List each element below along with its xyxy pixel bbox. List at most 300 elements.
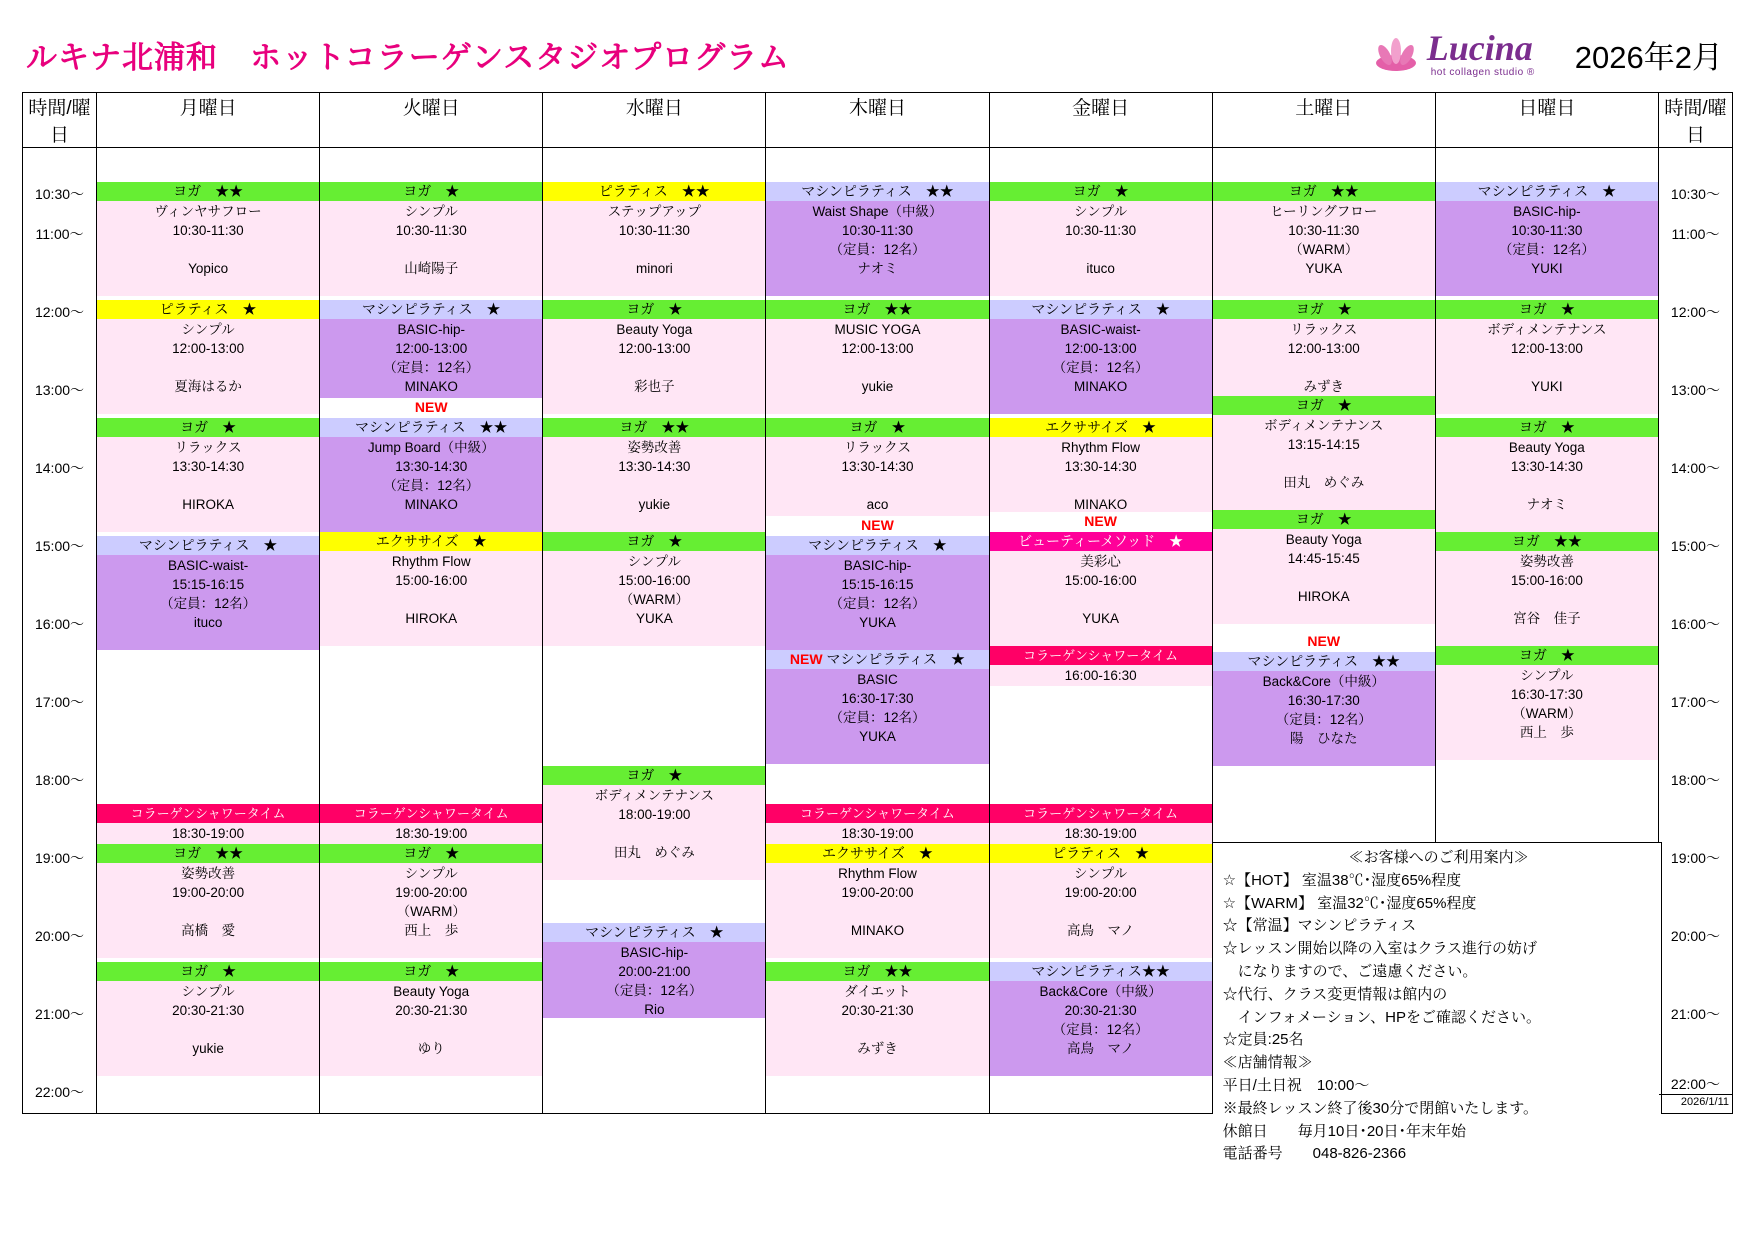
- lotus-icon: [1373, 33, 1419, 75]
- lesson-capacity: （定員：12名）: [1498, 242, 1595, 257]
- lesson-instructor: ituco: [193, 615, 223, 630]
- lesson-instructor: HIROKA: [405, 611, 458, 626]
- day-column-thu: [766, 148, 989, 1114]
- page-title: ルキナ北浦和 ホットコラーゲンスタジオプログラム: [26, 39, 790, 75]
- time-label: 14:00～: [34, 460, 85, 476]
- lesson-instructor: みずき: [1303, 379, 1344, 394]
- lesson-name: Waist Shape（中級）: [812, 204, 943, 219]
- lesson-capacity: （定員：12名）: [606, 983, 703, 998]
- lesson-band: マシンピラティス ★: [766, 536, 988, 555]
- lesson-block[interactable]: [990, 962, 1212, 1076]
- lesson-time: 10:30-11:30: [1288, 223, 1360, 238]
- lesson-band: ヨガ ★: [1436, 300, 1658, 319]
- lesson-time: 19:00-20:00: [395, 885, 468, 900]
- new-badge: NEW: [1084, 513, 1117, 529]
- lesson-block[interactable]: [543, 182, 765, 296]
- lesson-name: 姿勢改善: [181, 866, 236, 881]
- lesson-time: 15:00-16:00: [1064, 573, 1137, 588]
- lesson-capacity: （定員：12名）: [383, 360, 480, 375]
- time-label: 11:00～: [1671, 226, 1720, 242]
- notes-line: インフォメーション、HPをご確認ください。: [1222, 1008, 1541, 1026]
- new-label: [320, 398, 542, 418]
- lesson-block[interactable]: [320, 532, 542, 646]
- lesson-instructor: ゆり: [417, 1041, 445, 1056]
- lesson-name: ボディメンテナンス: [594, 788, 715, 803]
- lesson-block[interactable]: [1213, 396, 1435, 510]
- time-label: 19:00～: [1670, 850, 1720, 866]
- lesson-name: Beauty Yoga: [1285, 532, 1362, 547]
- lesson-name: Rhythm Flow: [838, 866, 917, 881]
- time-label: 22:00～: [34, 1084, 85, 1100]
- lesson-instructor: MINAKO: [404, 497, 458, 512]
- lesson-block[interactable]: [1436, 646, 1658, 760]
- lesson-time: 16:30-17:30: [1287, 693, 1360, 708]
- lesson-band: ヨガ ★: [320, 844, 542, 863]
- lesson-note: （WARM）: [1512, 706, 1582, 721]
- lesson-instructor: YUKA: [859, 729, 896, 744]
- lesson-name: シンプル: [181, 984, 235, 999]
- day-header-sun: 日曜日: [1435, 93, 1658, 148]
- lesson-block[interactable]: [990, 300, 1212, 414]
- lesson-block[interactable]: [97, 536, 319, 650]
- lesson-band: ヨガ ★★: [543, 418, 765, 437]
- shower-block[interactable]: [990, 804, 1212, 844]
- lesson-time: 15:15-16:15: [172, 577, 245, 592]
- lesson-band: ピラティス ★: [97, 300, 319, 319]
- lesson-name: ヒーリングフロー: [1270, 204, 1378, 219]
- lesson-block[interactable]: [766, 418, 988, 532]
- lesson-name: ダイエット: [844, 984, 911, 999]
- new-label: [766, 516, 988, 536]
- shower-time: 18:30-19:00: [395, 826, 468, 841]
- lesson-band: マシンピラティス ★★: [320, 418, 542, 437]
- lesson-instructor: 田丸 めぐみ: [613, 845, 695, 860]
- brand-logo: [1373, 30, 1535, 78]
- lesson-band: ヨガ ★★: [766, 300, 988, 319]
- lesson-instructor: 陽 ひなた: [1289, 731, 1358, 746]
- lesson-capacity: （定員：12名）: [383, 478, 480, 493]
- notes-line: になりますので、ご遠慮ください。: [1222, 962, 1478, 980]
- shower-block[interactable]: [990, 646, 1212, 686]
- lesson-name: BASIC-waist-: [167, 558, 249, 573]
- lesson-band: ヨガ ★: [320, 962, 542, 981]
- lesson-band: エクササイズ ★: [320, 532, 542, 551]
- lesson-band: ピラティス ★★: [543, 182, 765, 201]
- lesson-instructor: Rio: [644, 1002, 665, 1017]
- lesson-time: 13:30-14:30: [395, 459, 468, 474]
- day-header-fri: 金曜日: [989, 93, 1212, 148]
- day-header-sat: 土曜日: [1212, 93, 1435, 148]
- brand-name: Lucina: [1426, 28, 1533, 68]
- lesson-time: 10:30-11:30: [841, 223, 913, 238]
- lesson-band: ヨガ ★: [97, 418, 319, 437]
- lesson-block[interactable]: [320, 300, 542, 414]
- lesson-block[interactable]: [766, 300, 988, 414]
- lesson-time: 10:30-11:30: [1065, 223, 1137, 238]
- lesson-time: 16:30-17:30: [841, 691, 914, 706]
- lesson-block[interactable]: [543, 300, 765, 414]
- lesson-band: マシンピラティス ★★: [1213, 652, 1435, 671]
- lesson-instructor: ituco: [1086, 261, 1115, 276]
- lesson-name: BASIC-hip-: [397, 322, 465, 337]
- print-date: 2026/1/11: [1659, 1094, 1732, 1108]
- lesson-block[interactable]: [766, 844, 988, 958]
- lesson-time: 12:00-13:00: [172, 341, 245, 356]
- lesson-instructor: YUKA: [635, 611, 673, 626]
- lesson-block[interactable]: [1436, 300, 1658, 414]
- lesson-block[interactable]: [1213, 652, 1435, 766]
- lesson-name: BASIC-waist-: [1060, 322, 1141, 337]
- new-badge: NEW: [1307, 633, 1341, 649]
- lesson-band: エクササイズ ★: [766, 844, 988, 863]
- lesson-block[interactable]: [990, 844, 1212, 958]
- lesson-band: ヨガ ★★: [1436, 532, 1658, 551]
- lesson-band: ヨガ ★: [543, 532, 765, 551]
- lesson-name: BASIC-hip-: [843, 558, 912, 573]
- lesson-time: 15:00-16:00: [395, 573, 468, 588]
- lesson-time: 12:00-13:00: [1510, 341, 1583, 356]
- lesson-block[interactable]: [543, 418, 765, 532]
- lesson-block[interactable]: [97, 844, 319, 958]
- lesson-band: ヨガ ★: [1436, 418, 1658, 437]
- lesson-note: （WARM）: [1289, 242, 1359, 257]
- day-column-fri: [989, 148, 1212, 1114]
- lesson-name: Beauty Yoga: [1508, 440, 1585, 455]
- lesson-band: ヨガ ★★: [1213, 182, 1435, 201]
- lesson-name: シンプル: [181, 322, 235, 337]
- time-label: 14:00～: [1670, 460, 1720, 476]
- shower-time: 18:30-19:00: [172, 826, 245, 841]
- shower-block[interactable]: [97, 804, 319, 844]
- lesson-name: シンプル: [1074, 204, 1128, 219]
- lesson-name: BASIC-hip-: [620, 945, 689, 960]
- lesson-time: 15:00-16:00: [1510, 573, 1583, 588]
- lesson-time: 13:30-14:30: [1510, 459, 1583, 474]
- lesson-name: 美彩心: [1080, 554, 1121, 569]
- lesson-block[interactable]: [1436, 182, 1658, 296]
- shower-time: 16:00-16:30: [1064, 668, 1137, 683]
- corner-left: 時間/曜日: [23, 93, 97, 148]
- lesson-instructor: 高鳥 マノ: [1067, 1041, 1135, 1056]
- lesson-time: 10:30-11:30: [618, 223, 690, 238]
- lesson-instructor: 西上 歩: [404, 923, 459, 938]
- lesson-instructor: 西上 歩: [1519, 725, 1574, 740]
- notes-line: ☆【WARM】 室温32℃･湿度65%程度: [1222, 894, 1477, 912]
- shower-band: コラーゲンシャワータイム: [990, 646, 1212, 665]
- lesson-instructor: 夏海はるか: [174, 379, 242, 394]
- lesson-band: ヨガ ★: [1213, 396, 1435, 415]
- lesson-block[interactable]: [543, 766, 765, 880]
- lesson-time: 19:00-20:00: [172, 885, 245, 900]
- lesson-band: マシンピラティス ★: [97, 536, 319, 555]
- lesson-instructor: yukie: [861, 379, 894, 394]
- lesson-time: 13:30-14:30: [618, 459, 691, 474]
- lesson-band: ヨガ ★: [1436, 646, 1658, 665]
- lesson-instructor: MINAKO: [1073, 379, 1128, 394]
- shower-band: コラーゲンシャワータイム: [766, 804, 988, 823]
- lesson-name: ヴィンヤサフロー: [154, 204, 262, 219]
- lesson-time: 12:00-13:00: [395, 341, 468, 356]
- time-label: 21:00～: [1670, 1006, 1720, 1022]
- lesson-instructor: 高橋 愛: [181, 923, 236, 938]
- lesson-time: 13:30-14:30: [1064, 459, 1137, 474]
- lesson-band: マシンピラティス ★: [826, 651, 966, 667]
- lesson-instructor: YUKA: [1305, 261, 1343, 276]
- lesson-block[interactable]: [320, 844, 542, 958]
- lesson-name: ボディメンテナンス: [1264, 418, 1384, 433]
- page-header: [22, 18, 1733, 90]
- lesson-block[interactable]: [766, 536, 988, 650]
- lesson-name: BASIC-hip-: [1513, 204, 1581, 219]
- lesson-instructor: yukie: [192, 1041, 224, 1056]
- lesson-name: リラックス: [843, 440, 912, 455]
- lesson-block[interactable]: [766, 650, 988, 764]
- lesson-instructor: MINAKO: [404, 379, 458, 394]
- notes-line: ≪店舗情報≫: [1222, 1054, 1313, 1072]
- time-label: 17:00～: [1670, 694, 1720, 710]
- lesson-block[interactable]: [97, 182, 319, 296]
- lesson-band: マシンピラティス★★: [990, 962, 1212, 981]
- lesson-band: ヨガ ★: [1213, 510, 1435, 529]
- lesson-band: エクササイズ ★: [990, 418, 1212, 437]
- notes-line: 休館日 毎月10日･20日･年末年始: [1222, 1122, 1467, 1140]
- lesson-block[interactable]: [1213, 510, 1435, 624]
- lesson-note: （WARM）: [619, 592, 689, 607]
- lesson-band: マシンピラティス ★★: [766, 182, 988, 201]
- lesson-band: ヨガ ★: [1213, 300, 1435, 319]
- time-label: 15:00～: [1670, 538, 1720, 554]
- lesson-instructor: みずき: [857, 1041, 898, 1056]
- time-label: 11:00～: [35, 226, 84, 242]
- time-label: 10:30～: [1670, 186, 1720, 202]
- new-badge: NEW: [414, 399, 448, 415]
- notes-heading: ≪お客様へのご利用案内≫: [1348, 849, 1529, 866]
- time-label: 13:00～: [34, 382, 85, 398]
- shower-band: コラーゲンシャワータイム: [320, 804, 542, 823]
- lesson-time: 10:30-11:30: [395, 223, 467, 238]
- new-badge: NEW: [861, 517, 894, 533]
- lesson-name: Back&Core（中級）: [1262, 674, 1385, 689]
- lesson-name: ボディメンテナンス: [1487, 322, 1607, 337]
- lesson-name: Beauty Yoga: [616, 322, 693, 337]
- lesson-name: シンプル: [404, 866, 458, 881]
- lesson-band: ヨガ ★: [990, 182, 1212, 201]
- shower-block[interactable]: [320, 804, 542, 844]
- lesson-band: マシンピラティス ★: [990, 300, 1212, 319]
- lesson-time: 20:30-21:30: [172, 1003, 245, 1018]
- lesson-instructor: aco: [866, 497, 889, 512]
- lesson-band: マシンピラティス ★: [543, 923, 765, 942]
- lesson-time: 19:00-20:00: [841, 885, 914, 900]
- lesson-instructor: MINAKO: [1073, 497, 1128, 512]
- lesson-band: ヨガ ★: [766, 418, 988, 437]
- notes-line: ☆【常温】マシンピラティス: [1222, 917, 1417, 935]
- shower-band: コラーゲンシャワータイム: [990, 804, 1212, 823]
- new-badge: NEW: [789, 651, 823, 667]
- lesson-band: ヨガ ★: [543, 300, 765, 319]
- day-column-mon: [97, 148, 320, 1114]
- lesson-name: リラックス: [1290, 322, 1358, 337]
- lesson-instructor: HIROKA: [1297, 589, 1350, 604]
- brand-text: [1427, 30, 1535, 78]
- lesson-name: Rhythm Flow: [391, 554, 471, 569]
- lesson-time: 15:00-16:00: [618, 573, 691, 588]
- time-column-left: [23, 148, 97, 1114]
- shower-block[interactable]: [766, 804, 988, 844]
- lesson-band: ビューティーメソッド ★: [990, 532, 1212, 551]
- time-label: 16:00～: [34, 616, 85, 632]
- time-label: 13:00～: [1670, 382, 1720, 398]
- lesson-band: ヨガ ★★: [97, 182, 319, 201]
- lesson-instructor: YUKA: [1082, 611, 1119, 626]
- lesson-block[interactable]: [1436, 532, 1658, 646]
- lesson-time: 20:00-21:00: [618, 964, 691, 979]
- lesson-block[interactable]: [543, 923, 765, 1018]
- lesson-time: 12:00-13:00: [1064, 341, 1137, 356]
- day-column-tue: [320, 148, 543, 1114]
- lesson-band-row: [766, 650, 988, 669]
- lesson-band: マシンピラティス ★: [1436, 182, 1658, 201]
- lesson-time: 10:30-11:30: [1511, 223, 1583, 238]
- lesson-time: 12:00-13:00: [841, 341, 914, 356]
- lesson-block[interactable]: [320, 962, 542, 1076]
- lesson-instructor: minori: [635, 261, 673, 276]
- lesson-name: Jump Board（中級）: [367, 440, 495, 455]
- time-label: 19:00～: [34, 850, 85, 866]
- day-header-mon: 月曜日: [97, 93, 320, 148]
- lesson-band: マシンピラティス ★: [320, 300, 542, 319]
- lesson-time: 12:00-13:00: [618, 341, 691, 356]
- lesson-band: ヨガ ★: [543, 766, 765, 785]
- notes-line: ☆代行、クラス変更情報は館内の: [1222, 985, 1448, 1003]
- day-column-sun: [1435, 148, 1658, 1114]
- lesson-capacity: （定員：12名）: [829, 596, 926, 611]
- lesson-block[interactable]: [320, 418, 542, 532]
- lesson-time: 13:30-14:30: [841, 459, 914, 474]
- lesson-name: リラックス: [174, 440, 242, 455]
- lesson-instructor: YUKI: [1531, 261, 1563, 276]
- lesson-time: 20:30-21:30: [841, 1003, 914, 1018]
- corner-right: 時間/曜日: [1658, 93, 1732, 148]
- lesson-time: 19:00-20:00: [1064, 885, 1137, 900]
- lesson-block[interactable]: [990, 182, 1212, 296]
- day-header-tue: 火曜日: [320, 93, 543, 148]
- lesson-time: 15:15-16:15: [841, 577, 914, 592]
- lesson-block[interactable]: [990, 532, 1212, 646]
- time-label: 22:00～: [1670, 1076, 1720, 1092]
- lesson-block[interactable]: [320, 182, 542, 296]
- time-label: 12:00～: [34, 304, 85, 320]
- lesson-block[interactable]: [1213, 182, 1435, 296]
- lesson-capacity: （定員：12名）: [160, 596, 257, 611]
- time-label: 20:00～: [1670, 928, 1720, 944]
- shower-time: 18:30-19:00: [841, 826, 914, 841]
- time-label: 12:00～: [1670, 304, 1720, 320]
- lesson-name: シンプル: [1074, 866, 1128, 881]
- lesson-block[interactable]: [97, 962, 319, 1076]
- lesson-capacity: （定員：12名）: [1052, 360, 1149, 375]
- time-label: 16:00～: [1670, 616, 1720, 632]
- table-header-row: [23, 93, 1733, 148]
- lesson-instructor: 田丸 めぐみ: [1283, 475, 1365, 490]
- lesson-instructor: YUKA: [859, 615, 896, 630]
- lesson-name: BASIC: [857, 672, 898, 687]
- notes-line: 平日/土日祝 10:00～: [1222, 1076, 1370, 1094]
- period-label: 2026年2月: [1574, 39, 1723, 75]
- notes-line: ※最終レッスン終了後30分で閉館いたします。: [1222, 1099, 1538, 1117]
- lesson-instructor: YUKI: [1531, 379, 1563, 394]
- lesson-time: 12:00-13:00: [1287, 341, 1360, 356]
- lesson-capacity: （定員：12名）: [1275, 712, 1372, 727]
- day-column-wed: [543, 148, 766, 1114]
- lesson-time: 20:30-21:30: [1064, 1003, 1137, 1018]
- lesson-block[interactable]: [543, 532, 765, 646]
- shower-time: 18:30-19:00: [1064, 826, 1137, 841]
- lesson-instructor: 山崎陽子: [404, 261, 459, 276]
- notes-line: ☆レッスン開始以降の入室はクラス進行の妨げ: [1222, 940, 1538, 958]
- lesson-block[interactable]: [766, 182, 988, 296]
- day-column-sat: [1212, 148, 1541, 1163]
- lesson-block[interactable]: [766, 962, 988, 1076]
- day-header-thu: 木曜日: [766, 93, 989, 148]
- lesson-band: ヨガ ★★: [97, 844, 319, 863]
- lesson-name: シンプル: [404, 204, 458, 219]
- lesson-instructor: ナオミ: [857, 261, 898, 276]
- lesson-name: シンプル: [627, 554, 681, 569]
- lesson-capacity: （定員：12名）: [829, 242, 926, 257]
- time-label: 10:30～: [34, 186, 85, 202]
- lesson-band: ヨガ ★: [320, 182, 542, 201]
- shower-band: コラーゲンシャワータイム: [97, 804, 319, 823]
- lesson-band: ヨガ ★★: [766, 962, 988, 981]
- time-label: 20:00～: [34, 928, 85, 944]
- lesson-time: 18:00-19:00: [618, 807, 691, 822]
- lesson-instructor: 高鳥 マノ: [1067, 923, 1135, 938]
- lesson-instructor: HIROKA: [182, 497, 234, 512]
- lesson-instructor: MINAKO: [850, 923, 905, 938]
- lesson-name: MUSIC YOGA: [834, 322, 921, 337]
- notes-line: ☆定員:25名: [1222, 1031, 1304, 1049]
- lesson-name: 姿勢改善: [1519, 554, 1574, 569]
- lesson-name: シンプル: [1520, 668, 1574, 683]
- lesson-block[interactable]: [97, 300, 319, 414]
- lesson-capacity: （定員：12名）: [829, 710, 926, 725]
- lesson-time: 20:30-21:30: [395, 1003, 468, 1018]
- lesson-name: ステップアップ: [607, 204, 701, 219]
- lesson-block[interactable]: [97, 418, 319, 532]
- lesson-name: Back&Core（中級）: [1039, 984, 1162, 999]
- lesson-time: 13:15-14:15: [1287, 437, 1360, 452]
- lesson-time: 10:30-11:30: [172, 223, 244, 238]
- lesson-name: Beauty Yoga: [393, 984, 470, 999]
- lesson-time: 16:30-17:30: [1510, 687, 1583, 702]
- lesson-band: ピラティス ★: [990, 844, 1212, 863]
- new-label: [1213, 632, 1435, 652]
- day-header-wed: 水曜日: [543, 93, 766, 148]
- lesson-instructor: Yopico: [188, 261, 229, 276]
- lesson-instructor: 彩也子: [634, 379, 675, 394]
- lesson-name: 姿勢改善: [627, 440, 682, 455]
- lesson-block[interactable]: [1436, 418, 1658, 532]
- lesson-band: ヨガ ★: [97, 962, 319, 981]
- time-label: 17:00～: [34, 694, 85, 710]
- time-label: 21:00～: [34, 1006, 85, 1022]
- notes-line: 電話番号 048-826-2366: [1222, 1145, 1407, 1163]
- brand-tagline: hot collagen studio ®: [1430, 67, 1535, 78]
- lesson-name: Rhythm Flow: [1061, 440, 1140, 455]
- time-label: 18:00～: [34, 772, 85, 788]
- time-label: 15:00～: [34, 538, 85, 554]
